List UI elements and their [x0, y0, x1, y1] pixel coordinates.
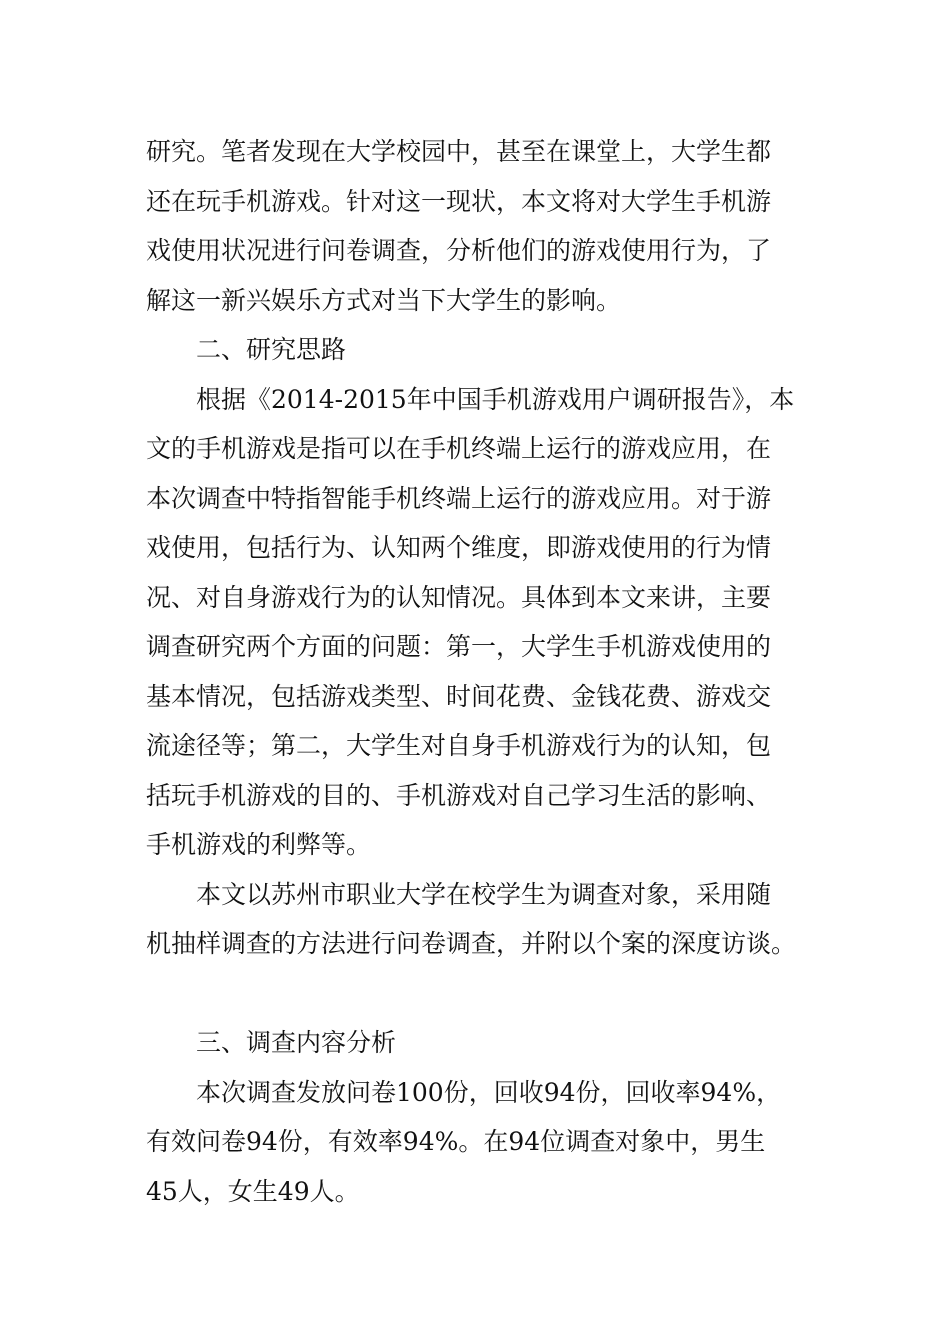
text-line: 还在玩手机游戏。针对这一现状，本文将对大学生手机游 — [146, 186, 772, 216]
document-body — [146, 127, 806, 1216]
heading-text: 二、研究思路 — [196, 335, 347, 364]
text-line: 解这一新兴娱乐方式对当下大学生的影响。 — [146, 285, 622, 315]
text-line: 文的手机游戏是指可以在手机终端上运行的游戏应用，在 — [146, 434, 772, 463]
blank-line — [146, 969, 806, 1019]
text-line: 调查研究两个方面的问题：第一，大学生手机游戏使用的 — [146, 632, 772, 661]
text-line: 戏使用状况进行问卷调查，分析他们的游戏使用行为，了 — [146, 236, 772, 265]
paragraph-intro-continuation — [146, 127, 806, 325]
paragraph-method — [146, 870, 806, 969]
text-line: 手机游戏的利弊等。 — [146, 830, 372, 859]
paragraph-survey-stats — [146, 1068, 806, 1217]
heading-text: 三、调查内容分析 — [196, 1028, 397, 1057]
text-line: 况、对自身游戏行为的认知情况。具体到本文来讲，主要 — [146, 582, 772, 612]
text-line: 根据《2014-2015年中国手机游戏用户调研报告》，本 — [196, 384, 795, 414]
text-line: 研究。笔者发现在大学校园中，甚至在课堂上，大学生都 — [146, 137, 772, 166]
text-line: 机抽样调查的方法进行问卷调查，并附以个案的深度访谈。 — [146, 929, 797, 958]
text-line: 括玩手机游戏的目的、手机游戏对自己学习生活的影响、 — [146, 780, 772, 810]
text-line: 基本情况，包括游戏类型、时间花费、金钱花费、游戏交 — [146, 681, 772, 711]
section-heading-research-approach — [146, 325, 806, 375]
text-line: 流途径等；第二，大学生对自身手机游戏行为的认知，包 — [146, 731, 772, 760]
section-heading-survey-analysis — [146, 1018, 806, 1068]
text-line: 有效问卷94份，有效率94%。在94位调查对象中，男生 — [146, 1127, 766, 1156]
paragraph-research-approach — [146, 375, 806, 870]
text-line: 本文以苏州市职业大学在校学生为调查对象，采用随 — [196, 879, 772, 909]
text-line: 45人，女生49人。 — [146, 1176, 360, 1206]
text-line: 戏使用，包括行为、认知两个维度，即游戏使用的行为情 — [146, 533, 772, 562]
text-line: 本次调查中特指智能手机终端上运行的游戏应用。对于游 — [146, 483, 772, 513]
text-line: 本次调查发放问卷100份，回收94份，回收率94%， — [196, 1077, 782, 1107]
